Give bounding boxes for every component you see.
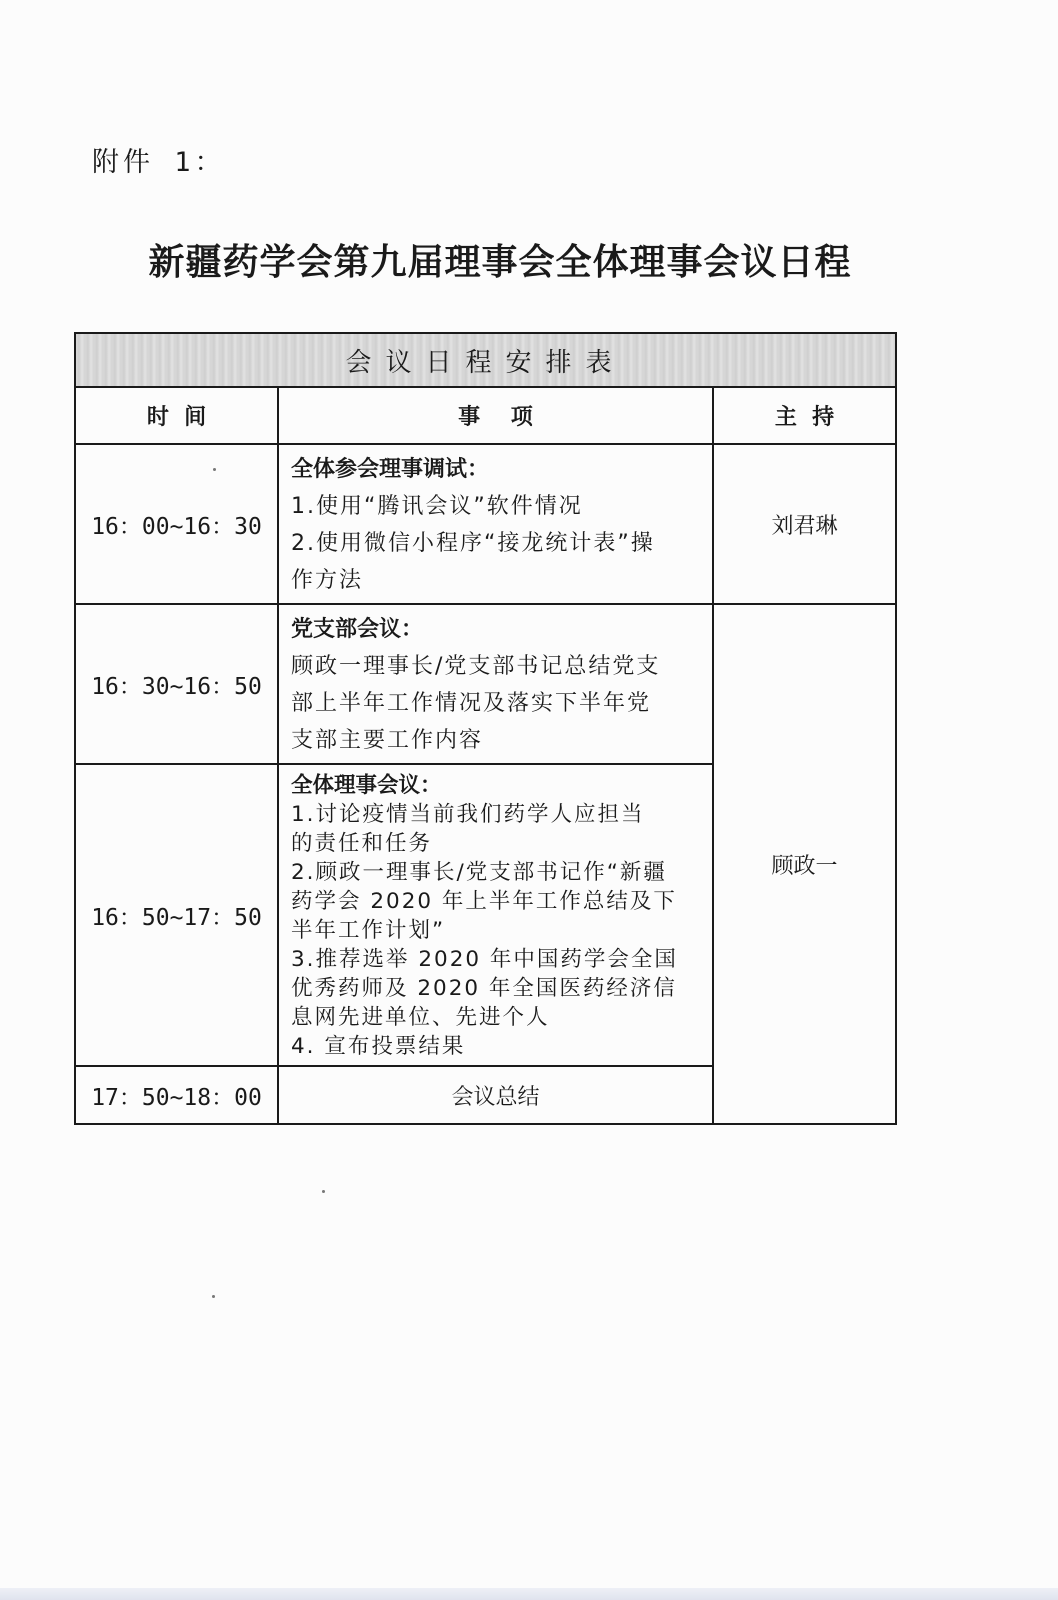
table-row: [75, 444, 896, 604]
speck: [213, 468, 216, 471]
table-caption: 会议日程安排表: [75, 333, 896, 387]
time-cell: 16：00~16：30: [75, 444, 278, 604]
item-line: 2.顾政一理事长/党支部书记作“新疆: [291, 860, 667, 885]
item-cell: 会议总结: [278, 1066, 713, 1124]
item-line: 半年工作计划”: [291, 918, 446, 943]
item-line: 的责任和任务: [291, 831, 433, 856]
item-line: 3.推荐选举 2020 年中国药学会全国: [291, 947, 678, 972]
item-line: 药学会 2020 年上半年工作总结及下: [291, 889, 677, 914]
item-line: 息网先进单位、先进个人: [291, 1005, 550, 1030]
table-header-row: [75, 387, 896, 444]
item-line: 顾政一理事长/党支部书记总结党支: [291, 654, 661, 679]
scan-edge: [0, 1588, 1058, 1600]
header-item: 事 项: [278, 387, 713, 444]
item-cell: [278, 764, 713, 1066]
schedule-table: [74, 332, 897, 1125]
header-time: 时 间: [75, 387, 278, 444]
item-line: 2.使用微信小程序“接龙统计表”操: [291, 531, 655, 556]
attachment-label: 附件 1：: [92, 147, 226, 178]
header-host: 主 持: [713, 387, 896, 444]
item-line: 1.讨论疫情当前我们药学人应担当: [291, 802, 645, 827]
item-heading: 全体参会理事调试：: [291, 457, 490, 482]
item-line: 4. 宣布投票结果: [291, 1034, 466, 1059]
speck: [212, 1295, 215, 1298]
time-cell: 17：50~18：00: [75, 1066, 278, 1124]
speck: [322, 1190, 325, 1193]
item-cell: [278, 604, 713, 764]
item-line: 优秀药师及 2020 年全国医药经济信: [291, 976, 677, 1001]
item-heading: 党支部会议：: [291, 617, 424, 642]
document-title: 新疆药学会第九届理事会全体理事会议日程: [148, 242, 852, 283]
table-caption-row: [75, 333, 896, 387]
item-line: 1.使用“腾讯会议”软件情况: [291, 494, 583, 519]
table-row: [75, 604, 896, 764]
item-line: 部上半年工作情况及落实下半年党: [291, 691, 652, 716]
item-cell: [278, 444, 713, 604]
item-heading: 全体理事会议：: [291, 773, 442, 798]
host-cell: 刘君琳: [713, 444, 896, 604]
time-cell: 16：30~16：50: [75, 604, 278, 764]
time-cell: 16：50~17：50: [75, 764, 278, 1066]
item-line: 支部主要工作内容: [291, 728, 484, 753]
item-line: 作方法: [291, 568, 364, 593]
host-cell: 顾政一: [713, 604, 896, 1124]
